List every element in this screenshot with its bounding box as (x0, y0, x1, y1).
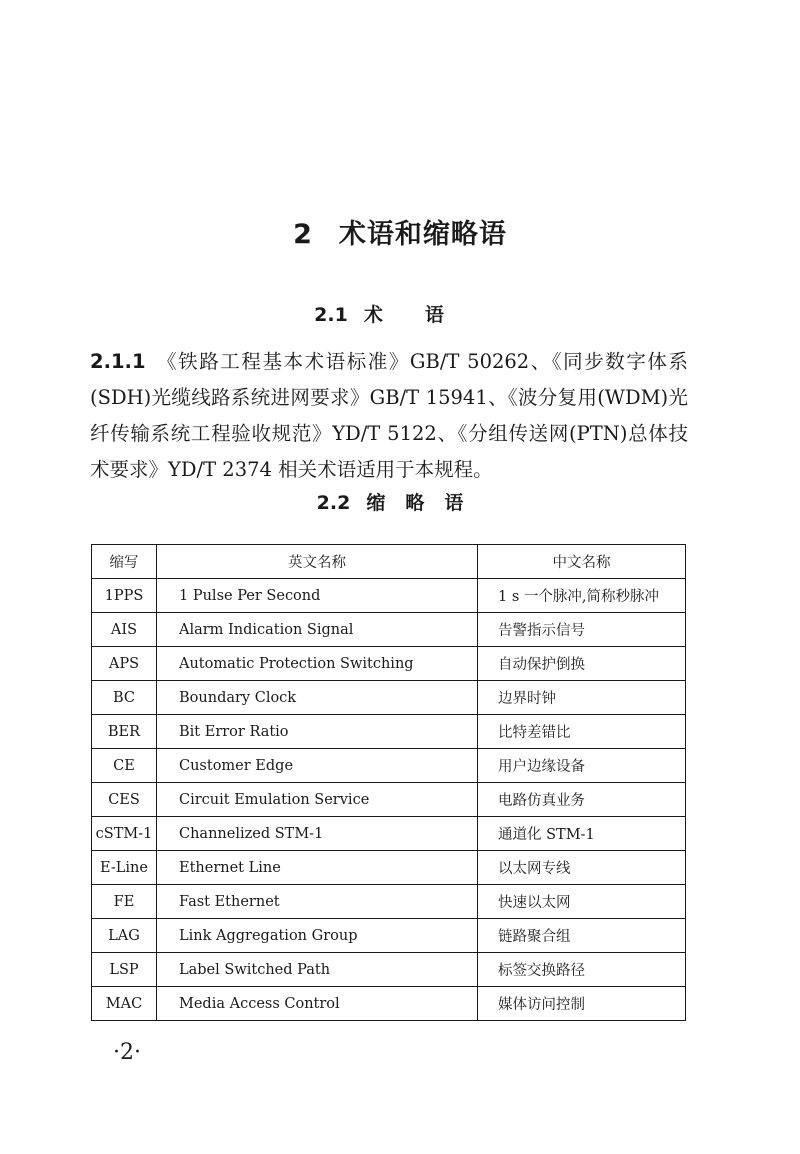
table-row (92, 749, 686, 783)
cell-chinese-name: 标签交换路径 (478, 953, 686, 987)
section-number: 2.1 (314, 304, 348, 326)
cell-english-name: Media Access Control (157, 987, 478, 1021)
cell-chinese-name: 链路聚合组 (478, 919, 686, 953)
cell-english-name: Link Aggregation Group (157, 919, 478, 953)
table-row (92, 885, 686, 919)
cell-english-name: Circuit Emulation Service (157, 783, 478, 817)
column-header-english: 英文名称 (157, 545, 478, 579)
cell-english-name: Automatic Protection Switching (157, 647, 478, 681)
cell-abbreviation: APS (92, 647, 157, 681)
chapter-title-text: 术语和缩略语 (338, 219, 507, 250)
cell-chinese-name: 1 s 一个脉冲,简称秒脉冲 (478, 579, 686, 613)
cell-english-name: Channelized STM-1 (157, 817, 478, 851)
cell-abbreviation: CES (92, 783, 157, 817)
cell-chinese-name: 通道化 STM-1 (478, 817, 686, 851)
section-heading-terms (0, 300, 800, 327)
clause-paragraph (90, 344, 688, 488)
cell-abbreviation: BC (92, 681, 157, 715)
cell-english-name: Fast Ethernet (157, 885, 478, 919)
cell-chinese-name: 自动保护倒换 (478, 647, 686, 681)
cell-english-name: Bit Error Ratio (157, 715, 478, 749)
cell-chinese-name: 电路仿真业务 (478, 783, 686, 817)
cell-abbreviation: E-Line (92, 851, 157, 885)
cell-abbreviation: LAG (92, 919, 157, 953)
cell-english-name: Boundary Clock (157, 681, 478, 715)
table-row (92, 715, 686, 749)
cell-abbreviation: FE (92, 885, 157, 919)
clause-text: 《铁路工程基本术语标准》GB/T 50262、《同步数字体系(SDH)光缆线路系统进网要求》GB/T 15941、《波分复用(WDM)光纤传输系统工程验收规范》YD/T 5122、《分组传送网(PTN)总体技术要求》YD/T 2374 相关术语适用于本规程。 (90, 350, 688, 481)
cell-abbreviation: AIS (92, 613, 157, 647)
table-row (92, 851, 686, 885)
cell-abbreviation: BER (92, 715, 157, 749)
table-row (92, 919, 686, 953)
page-number: ·2· (113, 1040, 141, 1065)
section-title-text: 缩略语 (366, 492, 484, 514)
cell-chinese-name: 用户边缘设备 (478, 749, 686, 783)
section-number: 2.2 (316, 492, 351, 514)
cell-english-name: 1 Pulse Per Second (157, 579, 478, 613)
cell-abbreviation: LSP (92, 953, 157, 987)
cell-chinese-name: 告警指示信号 (478, 613, 686, 647)
table-row (92, 817, 686, 851)
cell-english-name: Alarm Indication Signal (157, 613, 478, 647)
cell-chinese-name: 以太网专线 (478, 851, 686, 885)
cell-english-name: Label Switched Path (157, 953, 478, 987)
cell-chinese-name: 媒体访问控制 (478, 987, 686, 1021)
cell-abbreviation: cSTM-1 (92, 817, 157, 851)
cell-english-name: Customer Edge (157, 749, 478, 783)
table-row (92, 681, 686, 715)
cell-abbreviation: MAC (92, 987, 157, 1021)
clause-number: 2.1.1 (90, 350, 146, 373)
cell-abbreviation: CE (92, 749, 157, 783)
cell-english-name: Ethernet Line (157, 851, 478, 885)
table-row (92, 953, 686, 987)
section-title-text: 术语 (363, 304, 486, 326)
section-heading-abbreviations (0, 488, 800, 515)
cell-chinese-name: 比特差错比 (478, 715, 686, 749)
table-row (92, 579, 686, 613)
cell-chinese-name: 快速以太网 (478, 885, 686, 919)
table-row (92, 987, 686, 1021)
table-row (92, 783, 686, 817)
chapter-number: 2 (293, 219, 313, 250)
column-header-abbreviation: 缩写 (92, 545, 157, 579)
cell-abbreviation: 1PPS (92, 579, 157, 613)
table-header-row (92, 545, 686, 579)
abbreviations-table (91, 544, 686, 1021)
table-row (92, 613, 686, 647)
column-header-chinese: 中文名称 (478, 545, 686, 579)
table-row (92, 647, 686, 681)
cell-chinese-name: 边界时钟 (478, 681, 686, 715)
chapter-title (0, 212, 800, 251)
